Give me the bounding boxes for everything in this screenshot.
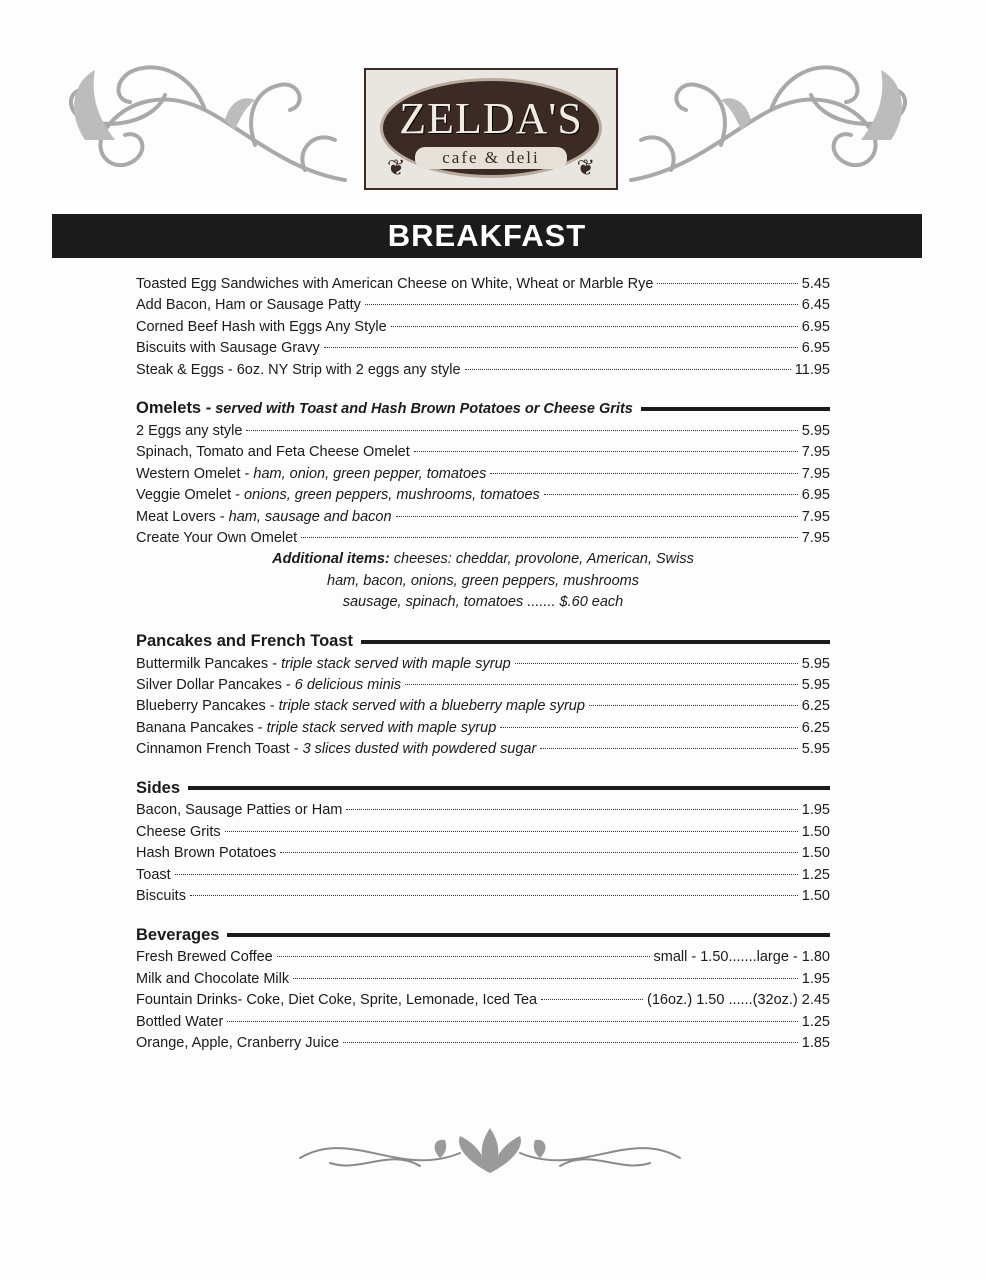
section-title: Beverages [136, 925, 220, 944]
item-price: 6.25 [801, 719, 830, 736]
item-price: 1.95 [801, 970, 830, 987]
additional-line: ham, bacon, onions, green peppers, mushrooms [327, 572, 639, 589]
scroll-ornament-left [55, 50, 355, 200]
omelets-section [136, 421, 830, 614]
item-price: 6.45 [801, 297, 830, 314]
additional-items [196, 549, 770, 613]
menu-body [136, 274, 830, 1054]
item-name: Silver Dollar Pancakes - 6 delicious minis [136, 676, 402, 693]
item-name: Corned Beef Hash with Eggs Any Style [136, 318, 387, 335]
item-price: 1.50 [801, 845, 830, 862]
item-name: Bacon, Sausage Patties or Ham [136, 802, 343, 819]
menu-item [136, 295, 830, 316]
zeldas-logo [364, 68, 618, 190]
menu-item [136, 360, 830, 381]
wheat-icon: ❦ [576, 155, 595, 180]
section-title: Pancakes and French Toast [136, 632, 354, 651]
logo-oval [380, 78, 602, 178]
section-rule [361, 640, 830, 644]
menu-item [136, 464, 830, 485]
menu-item [136, 485, 830, 506]
item-price: 7.95 [801, 529, 830, 546]
logo-subtitle: cafe & deli [415, 147, 567, 169]
menu-item [136, 317, 830, 338]
item-price: 5.95 [801, 676, 830, 693]
menu-item [136, 865, 830, 886]
pancakes-heading [136, 630, 830, 654]
item-name: Create Your Own Omelet [136, 529, 298, 546]
additional-line: sausage, spinach, tomatoes ....... $.60 each [342, 594, 624, 611]
item-price: 1.50 [801, 823, 830, 840]
menu-item [136, 800, 830, 821]
logo-name: ZELDA'S [399, 94, 583, 143]
item-name: Spinach, Tomato and Feta Cheese Omelet [136, 444, 410, 461]
menu-item [136, 990, 830, 1011]
menu-item [136, 654, 830, 675]
item-name: Western Omelet - ham, onion, green pepper, tomatoes [136, 465, 487, 482]
section-title: Sides [136, 778, 181, 797]
additional-line: cheeses: cheddar, provolone, American, Swiss [393, 551, 694, 568]
menu-item [136, 1033, 830, 1054]
menu-item [136, 886, 830, 907]
item-price: 1.85 [801, 1034, 830, 1051]
item-price: 11.95 [794, 361, 830, 378]
item-name: Banana Pancakes - triple stack served with maple syrup [136, 719, 497, 736]
menu-item [136, 718, 830, 739]
section-rule [641, 407, 830, 411]
section-subtitle: served with Toast and Hash Brown Potatoes or Cheese Grits [215, 400, 633, 417]
item-price: small - 1.50.......large - 1.80 [653, 949, 830, 966]
floral-flourish-ornament [290, 1118, 690, 1188]
pancakes-section [136, 654, 830, 761]
item-price: (16oz.) 1.50 ......(32oz.) 2.45 [647, 992, 830, 1009]
beverages-section [136, 947, 830, 1054]
breakfast-banner: BREAKFAST [52, 214, 922, 258]
item-name: Biscuits [136, 888, 186, 905]
item-name: Cheese Grits [136, 823, 221, 840]
item-name: Milk and Chocolate Milk [136, 970, 290, 987]
item-price: 1.25 [801, 866, 830, 883]
item-price: 5.45 [801, 276, 830, 292]
item-name: Veggie Omelet - onions, green peppers, mushrooms, tomatoes [136, 487, 540, 504]
menu-item [136, 442, 830, 463]
item-name: Fresh Brewed Coffee [136, 949, 273, 966]
section-title: Omelets - [136, 399, 212, 418]
menu-item [136, 1012, 830, 1033]
menu-item [136, 421, 830, 442]
item-price: 7.95 [801, 444, 830, 461]
menu-item [136, 969, 830, 990]
sides-heading [136, 776, 830, 800]
item-price: 1.50 [801, 888, 830, 905]
section-rule [188, 786, 830, 790]
item-name: Fountain Drinks- Coke, Diet Coke, Sprite, Lemonade, Iced Tea [136, 992, 538, 1009]
menu-item [136, 507, 830, 528]
item-price: 5.95 [801, 741, 830, 758]
menu-item [136, 675, 830, 696]
omelets-heading [136, 397, 830, 421]
item-name: Hash Brown Potatoes [136, 845, 277, 862]
item-name: Orange, Apple, Cranberry Juice [136, 1034, 340, 1051]
section-rule [227, 933, 830, 937]
beverages-heading [136, 923, 830, 947]
menu-item [136, 274, 830, 295]
item-price: 6.25 [801, 698, 830, 715]
item-price: 5.95 [801, 422, 830, 439]
item-price: 7.95 [801, 508, 830, 525]
item-name: Biscuits with Sausage Gravy [136, 340, 320, 357]
item-name: Add Bacon, Ham or Sausage Patty [136, 297, 361, 314]
menu-item [136, 822, 830, 843]
wheat-icon: ❦ [387, 155, 406, 180]
item-price: 7.95 [801, 465, 830, 482]
menu-item [136, 338, 830, 359]
breakfast-section [136, 274, 830, 381]
item-price: 6.95 [801, 318, 830, 335]
item-name: 2 Eggs any style [136, 422, 243, 439]
item-name: Buttermilk Pancakes - triple stack served with maple syrup [136, 655, 511, 672]
additional-label: Additional items: [272, 551, 390, 568]
item-name: Cinnamon French Toast - 3 slices dusted with powdered sugar [136, 741, 537, 758]
menu-item [136, 696, 830, 717]
item-name: Toast [136, 866, 171, 883]
item-name: Bottled Water [136, 1013, 224, 1030]
item-price: 1.25 [801, 1013, 830, 1030]
menu-item [136, 528, 830, 549]
item-price: 5.95 [801, 655, 830, 672]
item-price: 6.95 [801, 487, 830, 504]
item-name: Blueberry Pancakes - triple stack served with a blueberry maple syrup [136, 698, 585, 715]
item-name: Steak & Eggs - 6oz. NY Strip with 2 eggs any style [136, 361, 461, 378]
item-price: 1.95 [801, 802, 830, 819]
menu-item [136, 947, 830, 968]
scroll-ornament-right [621, 50, 921, 200]
item-price: 6.95 [801, 340, 830, 357]
item-name: Toasted Egg Sandwiches with American Cheese on White, Wheat or Marble Rye [136, 276, 654, 292]
item-name: Meat Lovers - ham, sausage and bacon [136, 508, 392, 525]
menu-item [136, 843, 830, 864]
sides-section [136, 800, 830, 907]
menu-item [136, 739, 830, 760]
